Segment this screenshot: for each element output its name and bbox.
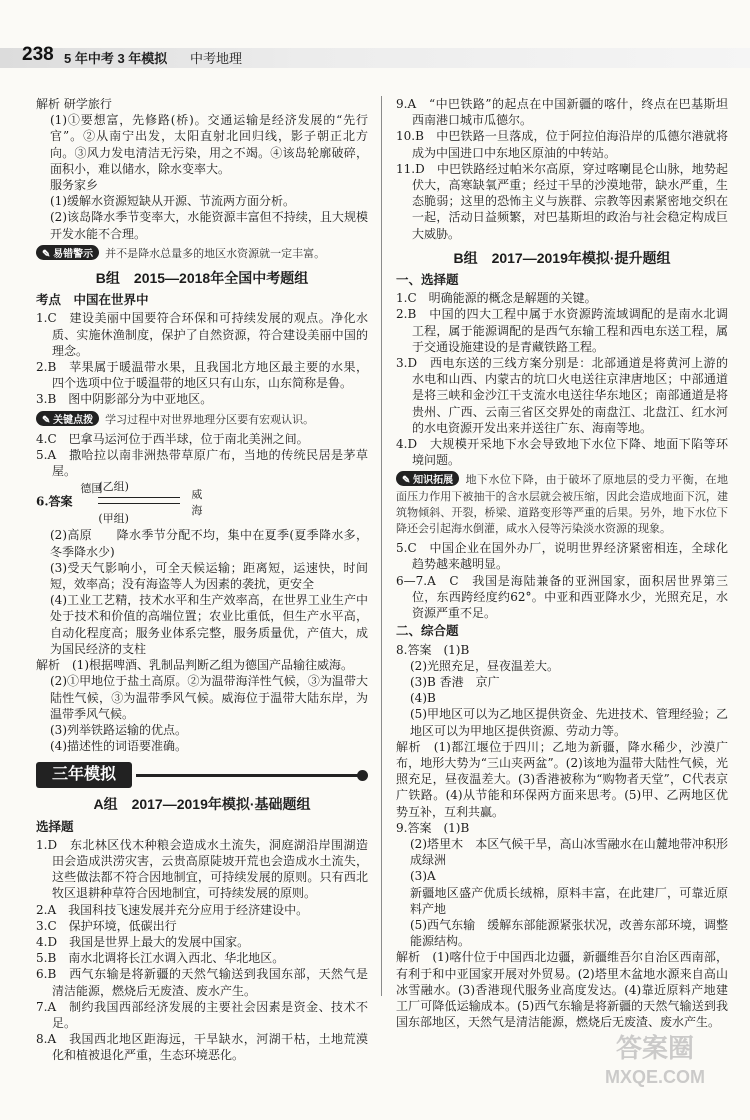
answer-text: (3)受天气影响小，可全天候运输；距离短，运速快，时间短，效率高；没有海盗等人为因素的袭扰，更安全: [50, 560, 368, 592]
analysis-text: (1)①要想富，先修路(桥)。交通运输是经济发展的“先行官”。②从南宁出发，太阳直射北回归线，影子朝正北方向。③风力发电清洁无污染，用之不竭。④该岛轮廓破碎，面积小，难以储水，除水变率大。: [50, 113, 368, 176]
subsection-title: 一、选择题: [396, 273, 459, 288]
book-title: 5 年中考 3 年模拟: [64, 51, 168, 66]
answer-text: (2)光照充足，昼夜温差大。: [410, 658, 559, 673]
analysis-text: 解析 (1)都江堰位于四川；乙地为新疆，降水稀少，沙漠广布，地形大势为“三山夹两盆”。(2)该地为温带大陆性气候，光照充足，昼夜温差大。(3)香港被称为“购物者天堂”，C代表京广铁路。(4)从节能和环保两方面来思考。(5)甲、乙两地区优势互补，互利共赢。: [396, 739, 728, 819]
answer-item: 8.A 我国西北地区距海远，干旱缺水，河湖干枯，土地荒漠化和植被退化严重，生态环境恶化。: [36, 1032, 368, 1063]
analysis-heading: 解析 研学旅行: [36, 97, 112, 111]
tip-text: 地下水位下降，由于破坏了原地层的受力平衡，在地面压力作用下被抽干的含水层就会被压缩，因此会造成地面下沉，建筑物倾斜、开裂，桥梁、道路变形等严重的后果。另外，地下水位下降还会引起海水倒灌，咸水入侵等污染淡水资源的现象。: [396, 473, 728, 536]
answer-item: 5.A 撒哈拉以南非洲热带草原广布，当地的传统民居是茅草屋。: [36, 448, 368, 479]
answer-item: 3.C 保护环境，低碳出行: [36, 918, 177, 933]
analysis-text: (2)该岛降水季节变率大，水能资源丰富但不持续，且大规模开发水能不合理。: [50, 210, 368, 241]
analysis-text: 解析 (1)喀什位于中国西北边疆，新疆维吾尔自治区西南部，有利于和中亚国家开展对外贸易。(2)塔里木盆地水源来自高山冰雪融水。(3)香港现代服务业高度发达。(4)靠近原料产地建工厂可降低运输成本。(5)西气东输是将新疆的天然气输送到我国东部地区，天然气是清洁能源，燃烧后无废渣、废水产生。: [396, 950, 728, 1030]
left-column: [36, 96, 368, 1064]
tip-badge: ✎ 关键点拨: [36, 411, 99, 426]
answer-item: 5.B 南水北调将长江水调入西北、华北地区。: [36, 951, 285, 966]
answer-text: 新疆地区盛产优质长绒棉，原料丰富，在此建厂，可靠近原料产地: [410, 885, 728, 916]
site-watermark: [586, 1030, 724, 1100]
analysis-text: 解析 (1)根据啤酒、乳制品判断乙组为德国产品输往威海。: [36, 658, 354, 673]
subsection-title: 选择题: [36, 819, 74, 834]
column-divider: [381, 96, 382, 996]
answer-item: 8.答案 (1)B: [396, 642, 470, 657]
answer-item: 4.C 巴拿马运河位于西半球，位于南北美洲之间。: [36, 431, 309, 446]
page-header: [0, 0, 750, 72]
watermark-logo-text: 答案圈: [615, 1033, 694, 1063]
answer-item: 9.A “中巴铁路”的起点在中国新疆的喀什，终点在巴基斯坦西南港口城市瓜德尔。: [396, 97, 728, 128]
tip-badge: ✎ 知识拓展: [396, 471, 459, 486]
analysis-sub: 服务家乡: [50, 178, 99, 193]
analysis-text: (2)①甲地位于盐土高原。②为温带海洋性气候，③为温带大陆性气候，③为温带季风气候。威海位于温带大陆东岸，为温带季风气候。: [50, 674, 368, 721]
answer-item: 2.A 我国科技飞速发展并充分应用于经济建设中。: [36, 902, 309, 917]
answer-item: 10.B 中巴铁路一旦落成，位于阿拉伯海沿岸的瓜德尔港就将成为中国进口中东地区原油的中转站。: [396, 129, 728, 160]
tip-box: [36, 411, 368, 428]
analysis-text: (4)描述性的词语要准确。: [50, 739, 187, 754]
section-title: A组 2017—2019年模拟·基础题组: [93, 796, 311, 813]
watermark-url: MXQE.COM: [604, 1067, 705, 1087]
answer-item: 1.D 东北林区伐木种粮会造成水土流失，洞庭湖沿岸围湖造田会造成洪涝灾害，云贵高原陡坡开荒也会造成水土流失，这些做法都不符合因地制宜，可持续发展的原则。只有西北牧区退耕种草符合因地制宜，可持续发展的原则。: [36, 837, 368, 901]
arrow-bottom-label: (甲组): [98, 512, 129, 526]
three-year-banner: [36, 762, 368, 788]
answer-text: (3)B 香港 京广: [410, 674, 500, 689]
answer-text: (5)甲地区可以为乙地区提供资金、先进技术、管理经验；乙地区可以为甲地区提供资源、劳动力等。: [410, 707, 728, 738]
right-column: [396, 96, 728, 1030]
trade-diagram: [80, 479, 230, 525]
answer-item: 2.B 中国的四大工程中属于水资源跨流域调配的是南水北调工程，属于能源调配的是西气东输工程和西电东送工程，属于交通设施建设的是青藏铁路工程。: [396, 307, 728, 354]
answer-text: (2)高原 降水季节分配不均，集中在夏季(夏季降水多，冬季降水少): [50, 528, 368, 559]
answer-item: 4.D 我国是世界上最大的发展中国家。: [36, 934, 250, 949]
analysis-text: (3)列举铁路运输的优点。: [50, 722, 187, 737]
answer-label: 6.答案: [36, 494, 73, 509]
section-title: B组 2017—2019年模拟·提升题组: [453, 249, 671, 266]
answer-item: 5.C 中国企业在国外办厂，说明世界经济紧密相连，全球化趋势越来越明显。: [396, 541, 728, 572]
answer-6: [36, 479, 368, 527]
answer-item: 4.D 大规模开采地下水会导致地下水位下降、地面下陷等环境问题。: [396, 437, 728, 468]
answer-item: 1.C 明确能源的概念是解题的关键。: [396, 291, 597, 306]
answer-item: 3.D 西电东送的三线方案分别是：北部通道是将黄河上游的水电和山西、内蒙古的坑口火电送往京津唐地区；中部通道是将三峡和金沙江干支流水电送往华东地区；南部通道是将贵州、广西、云南三省区交界处的南盘江、北盘江、红水河的水电资源开发出来并送往广东、海南等地。: [396, 356, 728, 435]
banner-label: 三年模拟: [36, 762, 132, 788]
answer-text: (4)B: [410, 691, 436, 706]
answer-item: 3.B 图中阴影部分为中亚地区。: [36, 392, 213, 407]
page-number: 238: [22, 44, 54, 65]
analysis-text: (1)缓解水资源短缺从开源、节流两方面分析。: [50, 194, 295, 209]
tip-badge: ✎ 易错警示: [36, 245, 99, 260]
diagram-left-label: 德国: [80, 482, 103, 496]
arrow-top-label: (乙组): [98, 480, 129, 494]
answer-item: 9.答案 (1)B: [396, 820, 470, 835]
tip-box: [396, 471, 728, 537]
tip-text: 并不是降水总量多的地区水资源就一定丰富。: [105, 246, 326, 260]
answer-text: (5)西气东输 缓解东部能源紧张状况，改善东部环境，调整能源结构。: [410, 917, 728, 949]
banner-line: [136, 774, 362, 777]
banner-dot: [357, 770, 368, 781]
section-title: B组 2015—2018年全国中考题组: [95, 270, 309, 287]
answer-item: 2.B 苹果属于暖温带水果，且我国北方地区最主要的水果，四个选项中位于暖温带的地区只有山东，山东简称是鲁。: [36, 360, 368, 391]
subsection-title: 二、综合题: [396, 624, 459, 639]
answer-item: 1.C 建设美丽中国要符合环保和可持续发展的观点。净化水质、实施休渔制度，保护了自然资源，符合建设美丽中国的理念。: [36, 311, 368, 358]
answer-item: 6—7.A C 我国是海陆兼备的亚洲国家，面积居世界第三位，东西跨经度约62°。中亚和西亚降水少，光照充足，水资源严重不足。: [396, 573, 728, 621]
answer-item: 11.D 中巴铁路经过帕米尔高原，穿过喀喇昆仑山脉，地势起伏大，高寒缺氧严重；经过干旱的沙漠地带，缺水严重，生态脆弱；这里的恐怖主义与族群、宗教等因素紧密地交织在一起，活动日益频繁，对巴基斯坦的政治与社会稳定构成巨大威胁。: [396, 161, 728, 241]
answer-item: 6.B 西气东输是将新疆的天然气输送到我国东部，天然气是清洁能源，燃烧后无废渣、废水产生。: [36, 967, 368, 998]
diagram-right-label-1: 威: [191, 488, 203, 502]
arrow-line-bottom: [98, 503, 180, 504]
tip-box: [36, 245, 368, 262]
subject-label: 中考地理: [190, 51, 243, 66]
answer-text: (3)A: [410, 869, 436, 884]
kaodian-title: 考点 中国在世界中: [36, 293, 149, 308]
answer-item: 7.A 制约我国西部经济发展的主要社会因素是资金、技术不足。: [36, 999, 368, 1030]
tip-text: 学习过程中对世界地理分区要有宏观认识。: [105, 412, 315, 426]
answer-text: (4)工业工艺精，技术水平和生产效率高，在世界工业生产中处于技术和价值的高端位置；农业比重低，但生产水平高，自动化程度高；服务业体系完整，服务质量优，产值大，成为国民经济的支柱: [50, 593, 368, 656]
diagram-right-label-2: 海: [191, 504, 203, 518]
answer-text: (2)塔里木 本区气候干旱，高山冰雪融水在山麓地带冲积形成绿洲: [410, 836, 728, 868]
arrow-line-top: [98, 497, 180, 498]
